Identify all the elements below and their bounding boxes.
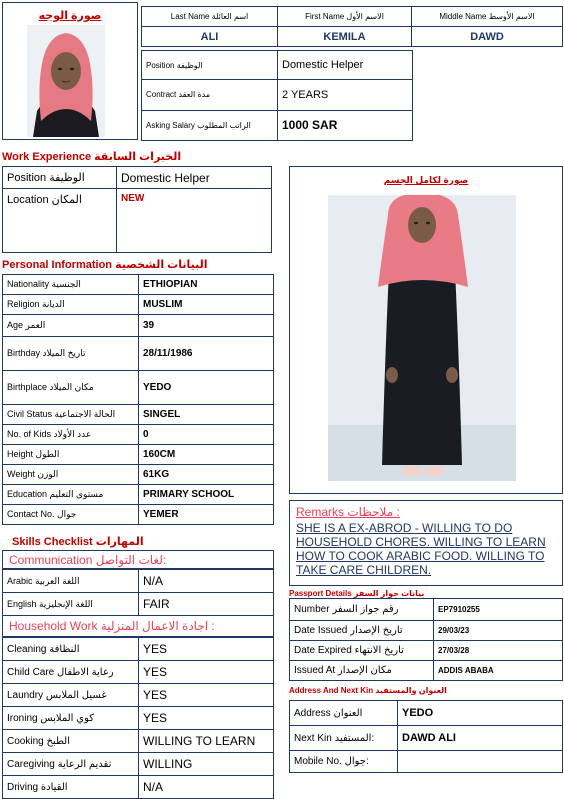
name-table bbox=[141, 6, 563, 47]
face-photo-box bbox=[2, 2, 138, 140]
we-position-value: Domestic Helper bbox=[117, 167, 272, 189]
row-label: Next Kin المستفيد: bbox=[290, 726, 398, 751]
row-label: Birthplace مكان الميلاد bbox=[3, 371, 139, 405]
row-value: DAWD ALI bbox=[398, 726, 563, 751]
row-value: 29/03/23 bbox=[434, 621, 563, 641]
row-value: FAIR bbox=[139, 593, 274, 616]
row-label: Cleaning النظافة bbox=[3, 638, 139, 661]
address-title: Address And Next Kin العنوان والمستفيد bbox=[289, 686, 447, 695]
row-value: YEDO bbox=[398, 701, 563, 726]
table-row bbox=[290, 599, 563, 621]
row-label: Child Care رعاية الاطفال bbox=[3, 661, 139, 684]
contract-value: 2 YEARS bbox=[278, 80, 413, 110]
remarks-title: Remarks ملاحظات : bbox=[296, 505, 400, 519]
contract-label: Contract مدة العقد bbox=[142, 80, 278, 110]
row-value: EP7910255 bbox=[434, 599, 563, 621]
table-row bbox=[3, 295, 274, 315]
position-label: Position الوظيفة bbox=[142, 51, 278, 80]
household-title: Household Work اجادة الاعمال المنزلية : bbox=[9, 619, 215, 633]
row-label: Contact No. جوال bbox=[3, 505, 139, 525]
work-experience-title: Work Experience الخبرات السابقة bbox=[2, 151, 182, 163]
row-value: 27/03/28 bbox=[434, 641, 563, 661]
table-row bbox=[3, 707, 274, 730]
table-row bbox=[3, 730, 274, 753]
table-row bbox=[3, 753, 274, 776]
full-body-photo-box bbox=[289, 166, 563, 494]
row-label: Issued At مكان الإصدار bbox=[290, 661, 434, 681]
table-row bbox=[290, 661, 563, 681]
row-label: Birthday تاريخ الميلاد bbox=[3, 337, 139, 371]
table-row bbox=[3, 505, 274, 525]
personal-info-title: Personal Information البيانات الشخصية bbox=[2, 259, 208, 271]
full-body-title: صورة لكامل الجسم bbox=[383, 175, 469, 185]
we-position-label: Position الوظيفة bbox=[3, 167, 117, 189]
job-table bbox=[141, 50, 413, 141]
face-photo bbox=[27, 25, 105, 137]
row-value: 28/11/1986 bbox=[139, 337, 274, 371]
table-row bbox=[3, 593, 274, 616]
col-last-header: Last Name اسم العائلة bbox=[142, 7, 278, 27]
row-value: WILLING bbox=[139, 753, 274, 776]
table-row bbox=[290, 726, 563, 751]
last-name-value: ALI bbox=[142, 27, 278, 47]
position-value: Domestic Helper bbox=[278, 51, 413, 80]
table-row bbox=[290, 751, 563, 773]
row-value: 160CM bbox=[139, 445, 274, 465]
table-row bbox=[3, 315, 274, 337]
row-value: YES bbox=[139, 638, 274, 661]
remarks-text: SHE IS A EX-ABROD - WILLING TO DO HOUSEHOLD CHORES. WILLING TO LEARN HOW TO COOK ARABIC FOOD. WILLING TO TAKE CARE CHILDREN. bbox=[296, 521, 546, 577]
row-value: YEDO bbox=[139, 371, 274, 405]
row-label: Address العنوان bbox=[290, 701, 398, 726]
row-label: Age العمر bbox=[3, 315, 139, 337]
row-label: Date Issued تاريخ الإصدار bbox=[290, 621, 434, 641]
row-value: SINGEL bbox=[139, 405, 274, 425]
table-row bbox=[290, 621, 563, 641]
row-value: 39 bbox=[139, 315, 274, 337]
row-value: YES bbox=[139, 661, 274, 684]
we-location-value: NEW bbox=[117, 189, 272, 253]
table-row bbox=[3, 638, 274, 661]
table-row bbox=[3, 425, 274, 445]
skills-title: Skills Checklist المهارات bbox=[12, 536, 144, 548]
table-row bbox=[3, 485, 274, 505]
salary-label: Asking Salary الراتب المطلوب bbox=[142, 110, 278, 140]
row-label: Arabic اللغة العربية bbox=[3, 570, 139, 593]
row-value: ADDIS ABABA bbox=[434, 661, 563, 681]
row-label: No. of Kids عدد الأولاد bbox=[3, 425, 139, 445]
address-table bbox=[289, 700, 563, 773]
table-row bbox=[3, 445, 274, 465]
we-location-label: Location المكان bbox=[3, 189, 117, 253]
row-label: Height الطول bbox=[3, 445, 139, 465]
personal-info-table bbox=[2, 274, 274, 525]
passport-table bbox=[289, 598, 563, 681]
passport-title: Passport Details بيانات جواز السفر bbox=[289, 589, 425, 598]
row-value: N/A bbox=[139, 570, 274, 593]
row-label: Driving القيادة bbox=[3, 776, 139, 799]
household-table bbox=[2, 637, 274, 799]
row-value: MUSLIM bbox=[139, 295, 274, 315]
col-middle-header: Middle Name الاسم الأوسط bbox=[412, 7, 563, 27]
salary-value: 1000 SAR bbox=[278, 110, 413, 140]
table-row bbox=[290, 641, 563, 661]
row-label: Caregiving تقديم الرعاية bbox=[3, 753, 139, 776]
row-label: Number رقم جواز السفر bbox=[290, 599, 434, 621]
remarks-box bbox=[289, 500, 563, 586]
table-row bbox=[290, 701, 563, 726]
row-label: Mobile No. جوال: bbox=[290, 751, 398, 773]
row-label: Education مستوى التعليم bbox=[3, 485, 139, 505]
row-value: ETHIOPIAN bbox=[139, 275, 274, 295]
table-row bbox=[3, 684, 274, 707]
row-value: 61KG bbox=[139, 465, 274, 485]
row-label: Nationality الجنسية bbox=[3, 275, 139, 295]
middle-name-value: DAWD bbox=[412, 27, 563, 47]
row-label: Date Expired تاريخ الانتهاء bbox=[290, 641, 434, 661]
first-name-value: KEMILA bbox=[278, 27, 412, 47]
table-row bbox=[3, 776, 274, 799]
row-value: N/A bbox=[139, 776, 274, 799]
col-first-header: First Name الاسم الأول bbox=[278, 7, 412, 27]
row-value: 0 bbox=[139, 425, 274, 445]
row-value: WILLING TO LEARN bbox=[139, 730, 274, 753]
table-row bbox=[3, 661, 274, 684]
household-header bbox=[2, 615, 274, 637]
table-row bbox=[3, 337, 274, 371]
communication-header bbox=[2, 550, 274, 569]
row-value: YEMER bbox=[139, 505, 274, 525]
row-value: YES bbox=[139, 707, 274, 730]
full-body-photo bbox=[328, 195, 516, 481]
table-row bbox=[3, 275, 274, 295]
communication-title: Communication لغات التواصل: bbox=[9, 553, 167, 567]
language-table bbox=[2, 569, 274, 616]
row-label: Ironing كوي الملابس bbox=[3, 707, 139, 730]
table-row bbox=[3, 465, 274, 485]
row-label: Laundry غسيل الملابس bbox=[3, 684, 139, 707]
face-photo-title: صورة الوجه bbox=[38, 10, 102, 22]
table-row bbox=[3, 371, 274, 405]
row-label: Cooking الطبخ bbox=[3, 730, 139, 753]
work-experience-table bbox=[2, 166, 272, 253]
row-value: PRIMARY SCHOOL bbox=[139, 485, 274, 505]
table-row bbox=[3, 405, 274, 425]
table-row bbox=[3, 570, 274, 593]
row-value: YES bbox=[139, 684, 274, 707]
row-label: Weight الوزن bbox=[3, 465, 139, 485]
row-value bbox=[398, 751, 563, 773]
row-label: Civil Status الحالة الاجتماعية bbox=[3, 405, 139, 425]
row-label: Religion الديانة bbox=[3, 295, 139, 315]
row-label: English اللغة الإنجليزية bbox=[3, 593, 139, 616]
